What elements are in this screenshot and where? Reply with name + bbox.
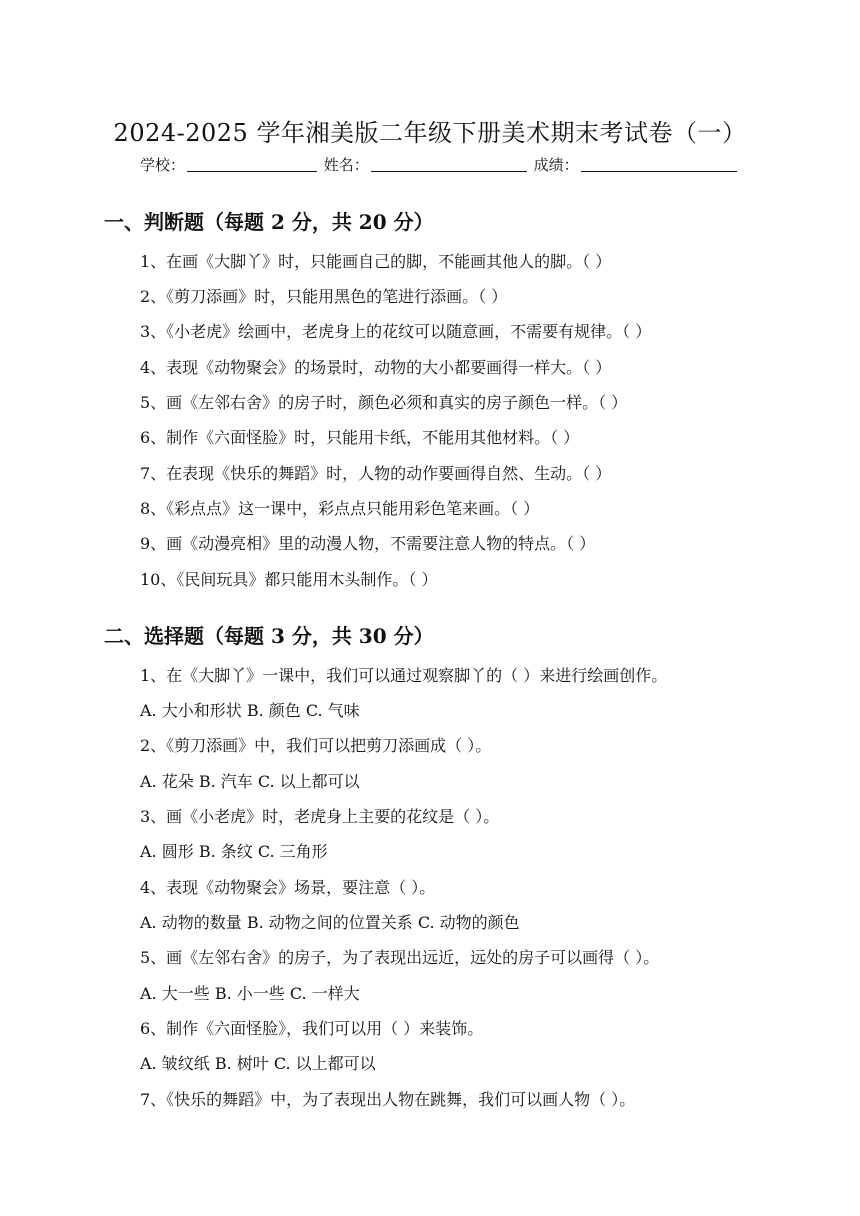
school-blank bbox=[187, 157, 317, 172]
question-item: 5、画《左邻右舍》的房子时，颜色必须和真实的房子颜色一样。（ ） bbox=[140, 393, 628, 412]
question-item: 7、《快乐的舞蹈》中，为了表现出人物在跳舞，我们可以画人物（ ）。 bbox=[140, 1090, 636, 1109]
question-item: 3、《小老虎》绘画中，老虎身上的花纹可以随意画，不需要有规律。（ ） bbox=[140, 322, 652, 341]
question-item: 1、在画《大脚丫》时，只能画自己的脚，不能画其他人的脚。（ ） bbox=[140, 252, 612, 271]
question-item: 8、《彩点点》这一课中，彩点点只能用彩色笔来画。（ ） bbox=[140, 499, 540, 518]
option-line: A. 圆形 B. 条纹 C. 三角形 bbox=[140, 842, 328, 861]
option-line: A. 大一些 B. 小一些 C. 一样大 bbox=[140, 984, 360, 1003]
question-item: 6、制作《六面怪脸》，我们可以用（ ）来装饰。 bbox=[140, 1019, 484, 1038]
student-info-row bbox=[140, 154, 739, 175]
option-line: A. 花朵 B. 汽车 C. 以上都可以 bbox=[140, 772, 360, 791]
question-item: 10、《民间玩具》都只能用木头制作。（ ） bbox=[140, 570, 438, 589]
question-item: 4、表现《动物聚会》场景，要注意（ ）。 bbox=[140, 878, 436, 897]
score-blank bbox=[581, 157, 737, 172]
question-item: 5、画《左邻右舍》的房子，为了表现出远近，远处的房子可以画得（ ）。 bbox=[140, 948, 660, 967]
question-item: 4、表现《动物聚会》的场景时，动物的大小都要画得一样大。（ ） bbox=[140, 358, 612, 377]
page-title: 2024-2025 学年湘美版二年级下册美术期末考试卷（一） bbox=[113, 119, 747, 147]
question-item: 6、制作《六面怪脸》时，只能用卡纸，不能用其他材料。（ ） bbox=[140, 428, 580, 447]
question-item: 1、在《大脚丫》一课中，我们可以通过观察脚丫的（ ）来进行绘画创作。 bbox=[140, 666, 668, 685]
option-line: A. 动物的数量 B. 动物之间的位置关系 C. 动物的颜色 bbox=[140, 913, 520, 932]
option-line: A. 大小和形状 B. 颜色 C. 气味 bbox=[140, 701, 360, 720]
option-line: A. 皱纹纸 B. 树叶 C. 以上都可以 bbox=[140, 1054, 376, 1073]
name-label: 姓名： bbox=[323, 156, 369, 174]
question-item: 2、《剪刀添画》中，我们可以把剪刀添画成（ ）。 bbox=[140, 736, 492, 755]
question-item: 3、画《小老虎》时，老虎身上主要的花纹是（ ）。 bbox=[140, 807, 500, 826]
question-item: 7、在表现《快乐的舞蹈》时，人物的动作要画得自然、生动。（ ） bbox=[140, 464, 612, 483]
question-item: 9、画《动漫亮相》里的动漫人物，不需要注意人物的特点。（ ） bbox=[140, 534, 596, 553]
question-item: 2、《剪刀添画》时，只能用黑色的笔进行添画。（ ） bbox=[140, 287, 508, 306]
section-heading-judgment: 一、判断题（每题 2 分，共 20 分） bbox=[104, 210, 434, 234]
school-label: 学校： bbox=[140, 156, 186, 174]
name-blank bbox=[371, 157, 527, 172]
section-heading-choice: 二、选择题（每题 3 分，共 30 分） bbox=[104, 624, 434, 648]
score-label: 成绩： bbox=[533, 156, 579, 174]
